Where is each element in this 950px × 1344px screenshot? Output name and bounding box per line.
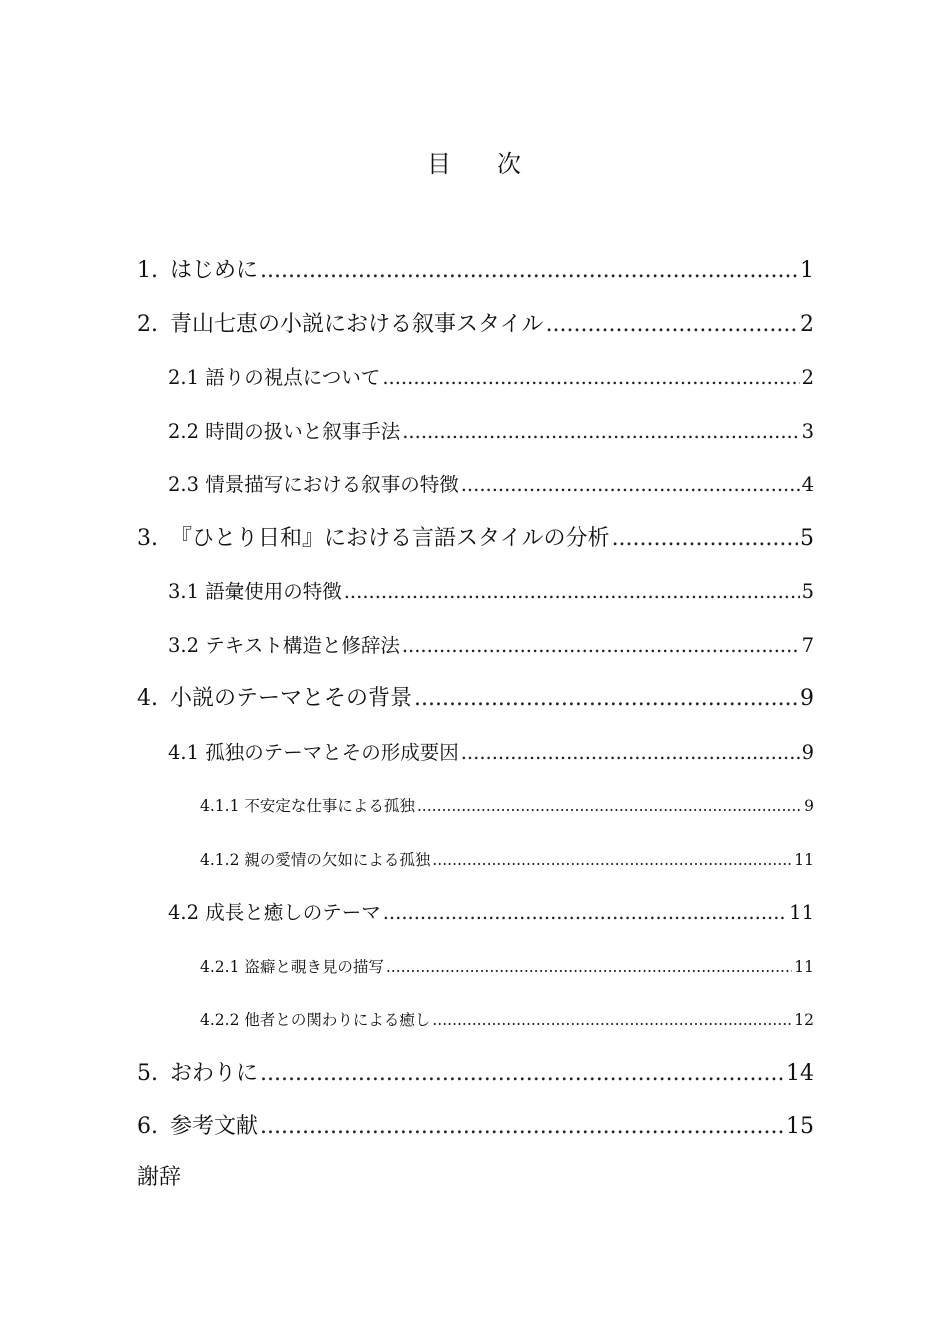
toc-entry-text: 参考文献 (170, 1114, 259, 1139)
toc-entry-text: 4.1.1 不安定な仕事による孤独 (200, 797, 415, 815)
toc-entry-label (137, 518, 610, 560)
toc-page-number: 4 (801, 473, 814, 496)
toc-entry-3-1[interactable] (137, 571, 814, 625)
toc-page-number: 9 (804, 797, 814, 815)
dot-leader (260, 1053, 784, 1095)
toc-entry-text: 4.2 成長と癒しのテーマ (168, 901, 381, 924)
toc-entry-number: 1. (137, 258, 158, 283)
toc-entry-2-2[interactable] (137, 411, 814, 465)
toc-entry-6[interactable] (137, 1106, 814, 1160)
toc-page-number: 11 (789, 901, 814, 924)
toc-page-number: 15 (786, 1114, 814, 1139)
toc-entry-text: 2.2 時間の扱いと叙事手法 (168, 419, 401, 443)
toc-entry-label (137, 678, 412, 720)
toc-entry-acknowledgements[interactable]: 謝辞 (137, 1165, 182, 1190)
dot-leader (432, 839, 792, 881)
toc-entry-text: 小説のテーマとその背景 (170, 686, 413, 711)
toc-entry-4-1-1[interactable] (137, 785, 814, 839)
toc-entry-number: 5. (137, 1060, 158, 1086)
dot-leader (432, 999, 792, 1041)
page-title (0, 146, 950, 182)
dot-leader (461, 732, 800, 774)
toc-entry-number: 6. (137, 1114, 158, 1139)
toc-entry-4-2-1[interactable] (137, 946, 814, 1000)
toc-entry-text: 2.1 語りの視点について (168, 366, 381, 389)
toc-list (137, 250, 814, 1160)
toc-entry-text: 4.1.2 親の愛情の欠如による孤独 (200, 850, 431, 869)
dot-leader (402, 625, 800, 667)
toc-page-number: 1 (800, 258, 814, 283)
dot-leader (414, 678, 798, 720)
toc-entry-text: おわりに (170, 1060, 259, 1086)
dot-leader (402, 411, 799, 453)
dot-leader (417, 785, 802, 827)
toc-entry-text: 3.1 語彙使用の特徴 (168, 580, 342, 603)
toc-entry-4-2[interactable] (137, 892, 814, 946)
toc-page-number: 9 (800, 686, 814, 711)
toc-entry-text: はじめに (170, 258, 259, 283)
toc-entry-label (137, 250, 258, 292)
dot-leader (382, 357, 799, 399)
toc-entry-2-3[interactable] (137, 464, 814, 518)
toc-page-number: 5 (801, 580, 814, 603)
toc-entry-3[interactable] (137, 518, 814, 572)
toc-page-number: 3 (801, 419, 814, 443)
dot-leader (383, 892, 787, 934)
toc-entry-label (137, 304, 544, 346)
toc-entry-text: 3.2 テキスト構造と修辞法 (168, 633, 400, 657)
toc-page-number: 7 (801, 633, 814, 657)
toc-entry-text: 『ひとり日和』における言語スタイルの分析 (170, 525, 610, 551)
dot-leader (386, 946, 792, 988)
toc-entry-number: 4. (137, 686, 158, 711)
toc-entry-4[interactable] (137, 678, 814, 732)
dot-leader (546, 304, 798, 346)
toc-entry-number: 3. (137, 525, 158, 551)
toc-page-number: 11 (794, 957, 814, 976)
toc-entry-text: 4.1 孤独のテーマとその形成要因 (168, 740, 459, 764)
toc-page-number: 14 (786, 1060, 814, 1086)
toc-entry-label (137, 1106, 258, 1148)
toc-entry-label (137, 1053, 258, 1095)
toc-page-number: 5 (800, 525, 814, 551)
toc-entry-text: 2.3 情景描写における叙事の特徴 (168, 473, 459, 496)
toc-entry-3-2[interactable] (137, 625, 814, 679)
toc-page-number: 2 (800, 311, 814, 337)
page-title-char-1: 目 (427, 150, 453, 178)
dot-leader (461, 464, 800, 506)
dot-leader (344, 571, 800, 613)
toc-entry-4-1-2[interactable] (137, 839, 814, 893)
toc-entry-text: 4.2.2 他者との関わりによる癒し (200, 1011, 431, 1029)
toc-entry-1[interactable] (137, 250, 814, 304)
toc-entry-4-2-2[interactable] (137, 999, 814, 1053)
dot-leader (260, 1106, 784, 1148)
toc-entry-5[interactable] (137, 1053, 814, 1107)
toc-entry-4-1[interactable] (137, 732, 814, 786)
page-title-char-2: 次 (497, 150, 523, 178)
toc-entry-2[interactable] (137, 304, 814, 358)
toc-page-number: 12 (794, 1011, 814, 1029)
toc-page-number: 11 (794, 850, 814, 869)
toc-entry-text: 4.2.1 盗癖と覗き見の描写 (200, 957, 384, 976)
dot-leader (260, 250, 798, 292)
toc-page-number: 2 (801, 366, 814, 389)
dot-leader (612, 518, 798, 560)
toc-page-number: 9 (801, 740, 814, 764)
toc-entry-number: 2. (137, 311, 158, 337)
toc-entry-2-1[interactable] (137, 357, 814, 411)
toc-entry-text: 青山七恵の小説における叙事スタイル (170, 311, 544, 337)
